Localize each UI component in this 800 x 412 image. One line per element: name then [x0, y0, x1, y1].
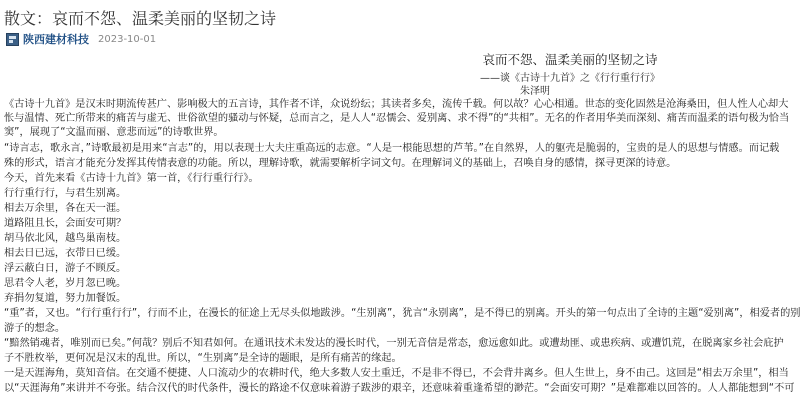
body-line: 窦”，展现了“文温而丽、意悲而远”的诗歌世界。 — [4, 127, 224, 138]
body-line: “黯然销魂者，唯别而已矣。”何哉？别后不知君如何。在通讯技术未发达的漫长时代，一别无音信是常态，愈远愈如此。或遭劫匪、或患疾病、或遭饥荒，在脱离家乡社会庇护 — [4, 338, 784, 349]
poem-line: 弃捐勿复道，努力加餐饭。 — [4, 293, 127, 304]
body-line: 子不胜枚举，更何况是汉末的乱世。所以，“生别离”是全诗的题眼，是所有痛苦的缘起。 — [4, 353, 402, 364]
account-name-link[interactable]: 陕西建材科技 — [23, 33, 89, 46]
body-line: “诗言志，歌永言，”诗歌最初是用来“言志”的，用以表现士大夫庄重高远的志意。“人是一根能思想的芦苇。”在自然界，人的躯壳是脆弱的，宝贵的是人的思想与情感。而记载 — [4, 143, 780, 154]
body-line: 以“天涯海角”来讲并不夸张。结合汉代的时代条件，漫长的路途不仅意味着游子跋涉的艰辛，还意味着重逢希望的渺茫。“会面安可期？”是难都难以回答的。人人都能想到“不可 — [4, 383, 795, 394]
article-title: 散文：哀而不怨、温柔美丽的坚韧之诗 — [4, 9, 277, 28]
body-line: 今天，首先来看《古诗十九首》第一首，《行行重行行》。 — [4, 173, 259, 184]
poem-line: 思君令人老，岁月忽已晚。 — [4, 278, 127, 289]
body-line: 游子的想念。 — [4, 323, 66, 334]
body-line: 殊的形式，语言才能充分发挥其传情表意的功能。所以，理解诗歌，就需要解析字词文句。在理解词义的基础上，召唤自身的感情，探寻更深的诗意。 — [4, 158, 677, 169]
body-line: “重”者，又也。“行行重行行”，行而不止，在漫长的征途上无尽头似地跋涉。“生别离”，犹言“永别离”，是不得已的别离。开头的第一句点出了全诗的主题“爱别离”，相爱者的别 — [4, 308, 800, 319]
poem-line: 行行重行行，与君生别离。 — [4, 188, 127, 199]
document-title: 哀而不怨、温柔美丽的坚韧之诗 — [482, 52, 658, 67]
poem-line: 胡马依北风，越鸟巢南枝。 — [4, 233, 127, 244]
body-line: 《古诗十九首》是汉末时期流传甚广、影响极大的五言诗，其作者不详，众说纷纭；其读者多矣，流传千载。何以故？心心相通。世态的变化固然是沧海桑田，但人性人心却大 — [4, 99, 789, 110]
document-subtitle: ——谈《古诗十九首》之《行行重行行》 — [480, 73, 660, 84]
account-logo-icon[interactable] — [6, 33, 19, 46]
publish-date: 2023-10-01 — [98, 33, 157, 45]
poem-line: 相去万余里，各在天一涯。 — [4, 203, 127, 214]
body-line: 一是天涯海角，莫知音信。在交通不便捷、人口流动少的农耕时代，绝大多数人安土重迁，不是非不得已，不会背井离乡。但人生世上，身不由己。这回是“相去万余里”，相当 — [4, 368, 789, 379]
article-meta — [6, 31, 156, 47]
document-author: 朱泽明 — [520, 86, 550, 97]
poem-line: 浮云蔽白日，游子不顾反。 — [4, 263, 127, 274]
poem-line: 相去日已远，衣带日已缓。 — [4, 248, 127, 259]
poem-line: 道路阻且长，会面安可期？ — [4, 218, 127, 229]
body-line: 怅与温情、死亡所带来的痛苦与虚无、世俗欲望的骚动与怀疑，总而言之，是人人“忍懦会、爱别离、求不得”的“共相”。无名的作者用华美而深刻、痛苦而温柔的语句极为恰当 — [4, 113, 790, 124]
